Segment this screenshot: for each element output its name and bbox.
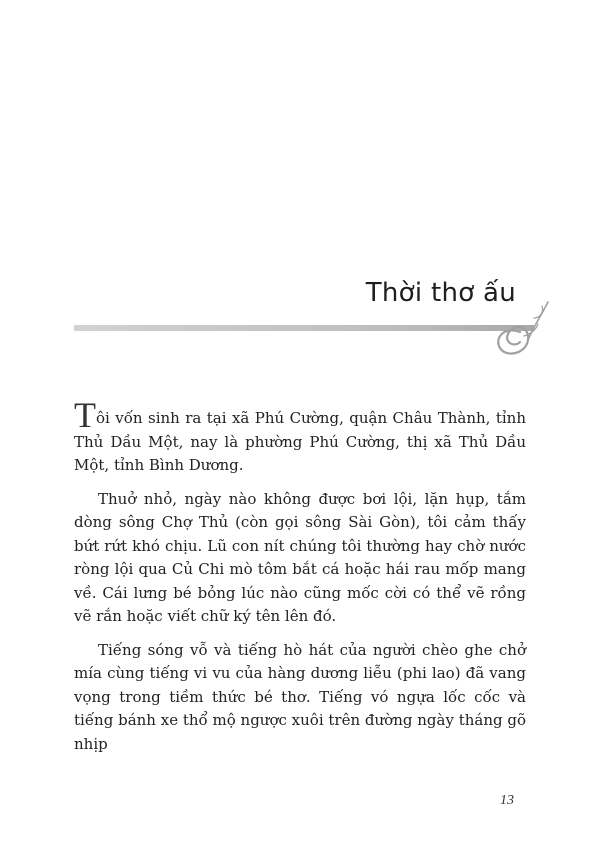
- body-text: [74, 395, 526, 766]
- paragraph-text: ôi vốn sinh ra tại xã Phú Cường, quận Châu Thành, tỉnh Thủ Dầu Một, nay là phường Phú Cường, thị xã Thủ Dầu Một, tỉnh Bình Dương.: [74, 409, 526, 474]
- dropcap: T: [74, 395, 96, 435]
- paragraph: [74, 395, 526, 478]
- swirl-ornament-icon: [484, 296, 554, 362]
- paragraph: Tiếng sóng vỗ và tiếng hò hát của người chèo ghe chở mía cùng tiếng vi vu của hàng dương liễu (phi lao) đã vang vọng trong tiềm thức bé thơ. Tiếng vó ngựa lốc cốc và tiếng bánh xe thổ mộ ngược xuôi trên đường ngày tháng gõ nhịp: [74, 640, 526, 753]
- title-rule: [74, 325, 534, 331]
- chapter-title: Thời thơ ấu: [365, 278, 516, 308]
- paragraph: Thuở nhỏ, ngày nào không được bơi lội, lặn hụp, tắm dòng sông Chợ Thủ (còn gọi sông Sài Gòn), tôi cảm thấy bứt rứt khó chịu. Lũ con nít chúng tôi thường hay chờ nước ròng lội qua Củ Chi mò tôm bắt cá hoặc hái rau mốp mang về. Cái lưng bé bỏng lúc nào cũng mốc cời có thể vẽ rồng vẽ rắn hoặc viết chữ ký tên lên đó.: [74, 489, 526, 625]
- page-number: 13: [500, 793, 514, 808]
